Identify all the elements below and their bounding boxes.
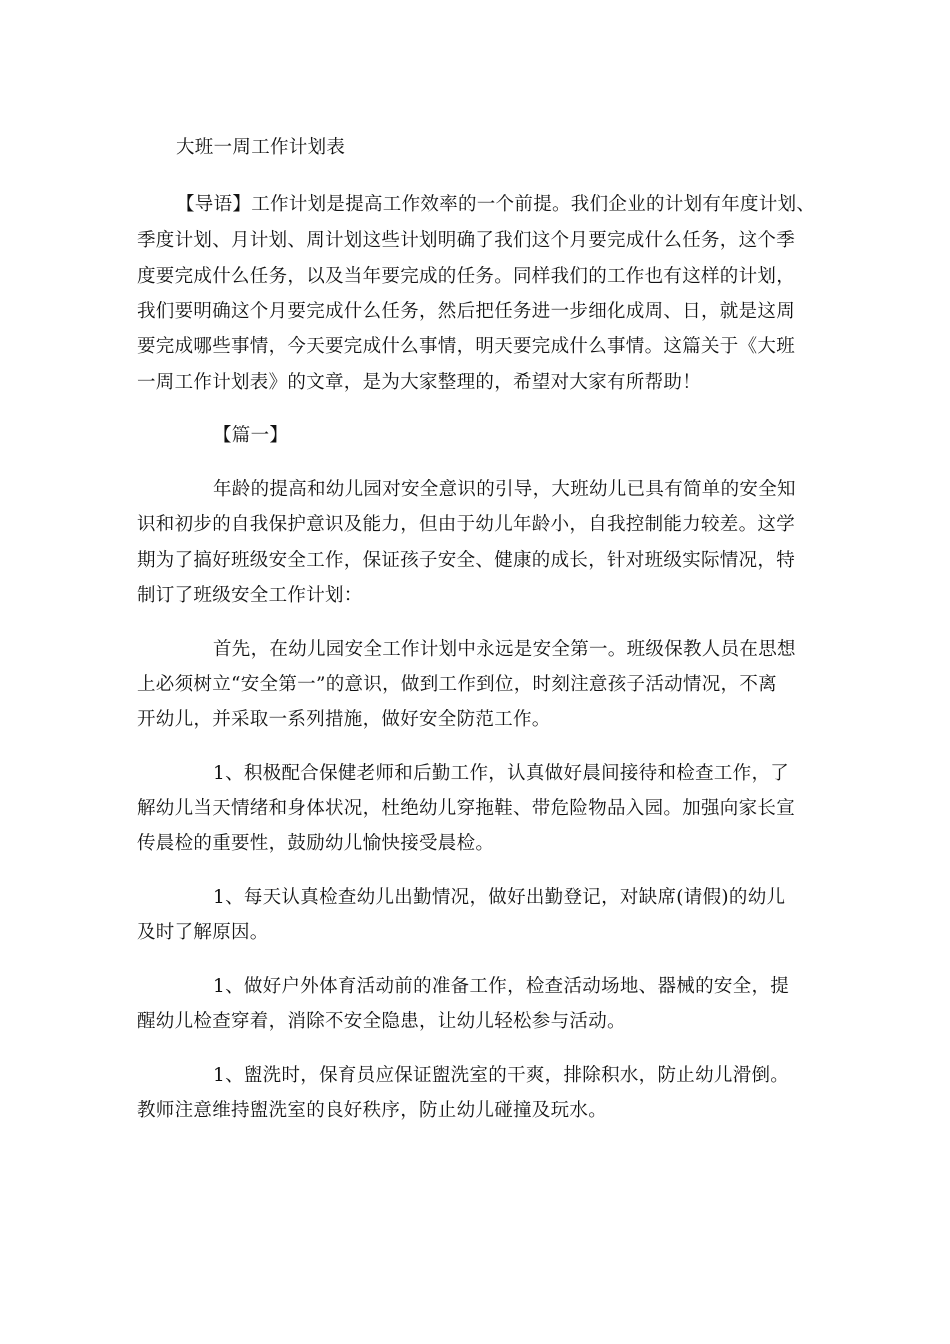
paragraph-line: 1、积极配合保健老师和后勤工作，认真做好晨间接待和检查工作，了 [213, 763, 790, 784]
intro-line: 一周工作计划表》的文章，是为大家整理的，希望对大家有所帮助！ [137, 372, 702, 393]
paragraph-line: 上必须树立“安全第一”的意识，做到工作到位，时刻注意孩子活动情况，不离 [137, 674, 777, 695]
paragraph-line: 开幼儿，并采取一系列措施，做好安全防范工作。 [137, 709, 551, 730]
paragraph-line: 解幼儿当天情绪和身体状况，杜绝幼儿穿拖鞋、带危险物品入园。加强向家长宣 [137, 798, 796, 819]
section-heading: 【篇一】 [213, 425, 289, 446]
intro-line: 季度计划、月计划、周计划这些计划明确了我们这个月要完成什么任务，这个季 [137, 230, 796, 251]
document-title: 大班一周工作计划表 [176, 137, 346, 158]
paragraph-line: 1、盥洗时，保育员应保证盥洗室的干爽，排除积水，防止幼儿滑倒。 [213, 1065, 790, 1086]
intro-line: 度要完成什么任务，以及当年要完成的任务。同样我们的工作也有这样的计划， [137, 266, 796, 287]
paragraph-line: 期为了搞好班级安全工作，保证孩子安全、健康的成长，针对班级实际情况，特 [137, 550, 796, 571]
intro-line: 要完成哪些事情，今天要完成什么事情，明天要完成什么事情。这篇关于《大班 [137, 336, 796, 357]
paragraph-line: 醒幼儿检查穿着，消除不安全隐患，让幼儿轻松参与活动。 [137, 1011, 626, 1032]
paragraph-line: 教师注意维持盥洗室的良好秩序，防止幼儿碰撞及玩水。 [137, 1100, 608, 1121]
paragraph-line: 1、做好户外体育活动前的准备工作，检查活动场地、器械的安全，提 [213, 976, 790, 997]
paragraph-line: 传晨检的重要性，鼓励幼儿愉快接受晨检。 [137, 833, 495, 854]
intro-line: 【导语】工作计划是提高工作效率的一个前提。我们企业的计划有年度计划、 [176, 194, 816, 215]
paragraph-line: 首先，在幼儿园安全工作计划中永远是安全第一。班级保教人员在思想 [213, 639, 796, 660]
intro-line: 我们要明确这个月要完成什么任务，然后把任务进一步细化成周、日，就是这周 [137, 301, 796, 322]
paragraph-line: 制订了班级安全工作计划： [137, 585, 363, 606]
paragraph-line: 及时了解原因。 [137, 922, 269, 943]
paragraph-line: 年龄的提高和幼儿园对安全意识的引导，大班幼儿已具有简单的安全知 [213, 479, 796, 500]
paragraph-line: 1、每天认真检查幼儿出勤情况，做好出勤登记，对缺席(请假)的幼儿 [213, 887, 786, 908]
paragraph-line: 识和初步的自我保护意识及能力，但由于幼儿年龄小，自我控制能力较差。这学 [137, 514, 796, 535]
